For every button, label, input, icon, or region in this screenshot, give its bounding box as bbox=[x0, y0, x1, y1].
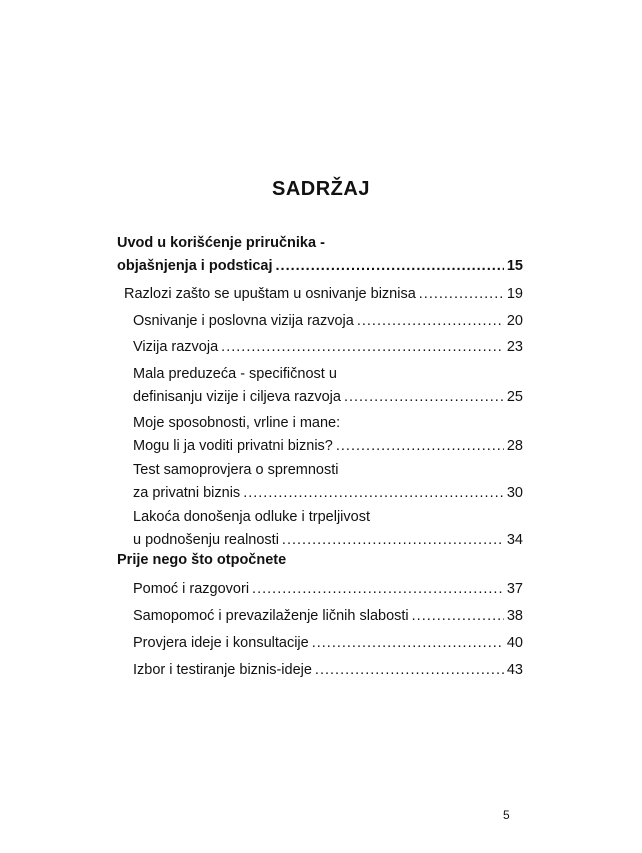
toc-entry-lakoca[interactable] bbox=[133, 506, 523, 552]
toc-page-number: 25 bbox=[506, 389, 523, 405]
toc-leader bbox=[252, 578, 504, 601]
toc-entry-osnivanje[interactable] bbox=[133, 310, 523, 333]
toc-leader bbox=[336, 435, 504, 458]
toc-entry-izbor[interactable] bbox=[133, 659, 523, 682]
toc-entry-pomoc[interactable] bbox=[133, 578, 523, 601]
toc-entry-razlozi[interactable] bbox=[124, 283, 523, 306]
toc-entry-mala-preduzeca[interactable] bbox=[133, 363, 523, 409]
toc-leader bbox=[357, 310, 504, 333]
toc-entry-title-cont: definisanju vizije i ciljeva razvoja bbox=[133, 389, 341, 405]
toc-entry-title: Osnivanje i poslovna vizija razvoja bbox=[133, 313, 354, 329]
toc-entry-samopomoc[interactable] bbox=[133, 605, 523, 628]
toc-leader bbox=[312, 632, 504, 655]
toc-page-number: 23 bbox=[506, 339, 523, 355]
toc-entry-vizija[interactable] bbox=[133, 336, 523, 359]
toc-page-number: 43 bbox=[506, 662, 523, 678]
toc-entry-title-cont: objašnjenja i podsticaj bbox=[117, 258, 273, 274]
toc-page-number: 28 bbox=[506, 438, 523, 454]
toc-leader bbox=[315, 659, 504, 682]
toc-section-heading[interactable]: Prije nego što otpočnete bbox=[117, 552, 287, 568]
toc-entry-title: Pomoć i razgovori bbox=[133, 581, 250, 597]
toc-page-number: 40 bbox=[506, 635, 523, 651]
toc-page-number: 37 bbox=[506, 581, 523, 597]
toc-leader bbox=[276, 255, 504, 278]
toc-leader bbox=[282, 529, 504, 552]
toc-page-number: 30 bbox=[506, 485, 523, 501]
toc-entry-title: Samopomoć i prevazilaženje ličnih slabosti bbox=[133, 608, 409, 624]
toc-leader bbox=[412, 605, 504, 628]
toc-page-number: 19 bbox=[506, 286, 523, 302]
toc-entry-title: Izbor i testiranje biznis-ideje bbox=[133, 662, 312, 678]
toc-entry-title: Provjera ideje i konsultacije bbox=[133, 635, 309, 651]
toc-entry-title: Mala preduzeća - specifičnost u bbox=[133, 366, 337, 382]
page-title: SADRŽAJ bbox=[272, 178, 370, 200]
toc-leader bbox=[221, 336, 504, 359]
toc-page-number: 38 bbox=[506, 608, 523, 624]
toc-entry-title: Vizija razvoja bbox=[133, 339, 219, 355]
toc-entry-title: Lakoća donošenja odluke i trpeljivost bbox=[133, 509, 370, 525]
page-number: 5 bbox=[503, 808, 510, 822]
toc-entry-title: Test samoprovjera o spremnosti bbox=[133, 462, 339, 478]
toc-leader bbox=[419, 283, 504, 306]
toc-entry-title-cont: u podnošenju realnosti bbox=[133, 532, 279, 548]
toc-entry-title-cont: za privatni biznis bbox=[133, 485, 241, 501]
toc-entry-test[interactable] bbox=[133, 459, 523, 505]
toc-entry-provjera[interactable] bbox=[133, 632, 523, 655]
toc-leader bbox=[243, 482, 504, 505]
toc-page-number: 34 bbox=[506, 532, 523, 548]
toc-entry-sposobnosti[interactable] bbox=[133, 412, 523, 458]
toc-entry-title: Moje sposobnosti, vrline i mane: bbox=[133, 415, 341, 431]
toc-entry-title: Uvod u korišćenje priručnika - bbox=[117, 235, 325, 251]
toc-entry-title: Razlozi zašto se upuštam u osnivanje biznisa bbox=[124, 286, 416, 302]
toc-leader bbox=[344, 386, 504, 409]
toc-page-number: 20 bbox=[506, 313, 523, 329]
toc-entry-title-cont: Mogu li ja voditi privatni biznis? bbox=[133, 438, 333, 454]
toc-page-number: 15 bbox=[506, 258, 523, 274]
toc-entry-uvod[interactable] bbox=[117, 232, 523, 278]
